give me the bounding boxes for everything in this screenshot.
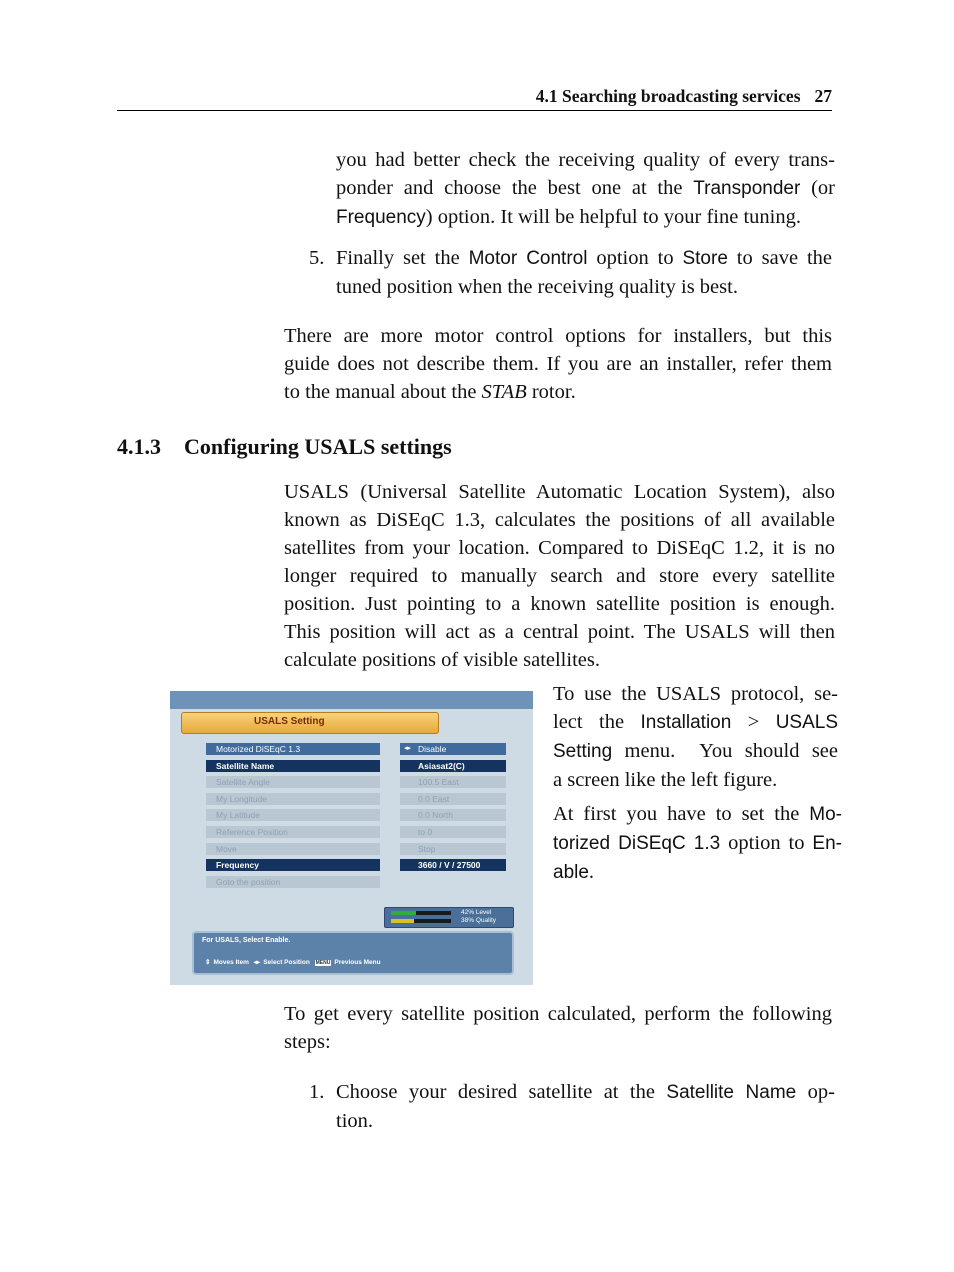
left-right-arrow-icon: ◂▸ — [404, 745, 412, 752]
paragraph-usals-intro — [284, 478, 835, 674]
help-previous: Previous Menu — [334, 959, 381, 966]
text-run: rotor. — [526, 381, 576, 403]
level-label: 42% Level — [461, 909, 492, 916]
menu-item-value — [400, 776, 506, 788]
text-run: op- — [796, 1081, 835, 1103]
text-line — [284, 646, 835, 674]
paragraph-enable — [553, 800, 842, 887]
text-run: ponder and choose the best one at the — [336, 177, 694, 199]
text-line — [284, 534, 835, 562]
text-line — [336, 1078, 835, 1107]
paragraph-usals-protocol — [553, 680, 838, 794]
text-line — [284, 350, 832, 378]
up-down-arrow-icon: ⇕ — [205, 959, 211, 966]
menu-item-value — [400, 843, 506, 855]
text-run: There are more motor control options for installers, but this — [284, 325, 832, 347]
text-run: Choose your desired satellite at the — [336, 1081, 667, 1103]
text-run: you had better check the receiving quality of every trans- — [336, 149, 835, 171]
text-line — [553, 680, 838, 708]
text-run: tion. — [336, 1110, 374, 1132]
text-run: steps: — [284, 1031, 331, 1053]
paragraph-transponder — [336, 146, 835, 232]
menu-value-text: Stop — [418, 843, 436, 854]
help-box — [192, 931, 514, 975]
help-moves: Moves Item — [213, 959, 249, 966]
menu-item-value — [400, 760, 506, 772]
running-head — [117, 84, 832, 111]
text-line — [284, 1000, 832, 1028]
menu-item-label: Satellite Name — [206, 760, 380, 772]
menu-item-label: Reference Position — [206, 826, 380, 838]
text-line — [284, 562, 835, 590]
paragraph-steps-intro — [284, 1000, 832, 1056]
text-line — [284, 322, 832, 350]
text-line — [284, 1028, 832, 1056]
ui-term: Mo- — [809, 804, 842, 825]
text-line — [336, 244, 832, 273]
text-line — [336, 146, 835, 174]
menu-item-label: My Longitude — [206, 793, 380, 805]
menu-value-text: Asiasat2(C) — [418, 760, 465, 771]
level-bar — [391, 911, 416, 915]
help-message: For USALS, Select Enable. — [202, 937, 291, 944]
text-run: This position will act as a central point. The USALS will then — [284, 621, 835, 643]
step-1-number: 1. — [309, 1081, 325, 1103]
text-run: Finally set the — [336, 247, 469, 269]
ui-term: Transponder — [693, 178, 801, 199]
menu-value-text: 100.5 East — [418, 777, 459, 788]
text-run: menu. You should see — [612, 740, 838, 762]
ui-term: Installation — [640, 712, 732, 733]
section-reference: 4.1 Searching broadcasting services — [535, 86, 801, 106]
text-line — [284, 590, 835, 618]
menu-item-label: Motorized DiSEqC 1.3 — [206, 743, 380, 755]
ui-term: Store — [682, 248, 728, 269]
menu-value-text: 0.0 East — [418, 793, 450, 804]
text-run: to save the — [727, 247, 832, 269]
menu-item-label: My Latitude — [206, 809, 380, 821]
text-line — [284, 378, 832, 406]
screen-titlebar — [181, 712, 439, 734]
text-line — [336, 273, 832, 301]
quality-label: 38% Quality — [461, 917, 497, 924]
text-line — [553, 858, 842, 887]
menu-item-value — [400, 809, 506, 821]
signal-meter — [384, 907, 514, 928]
text-run: At first you have to set the — [553, 803, 810, 825]
step-5-text — [336, 244, 832, 301]
emphasis: STAB — [481, 381, 527, 403]
menu-item-value — [400, 859, 506, 871]
help-keys — [202, 958, 381, 966]
text-line — [336, 174, 835, 203]
menu-item-label: Move — [206, 843, 380, 855]
text-line — [284, 618, 835, 646]
usals-setting-screenshot — [170, 691, 533, 985]
text-line — [336, 203, 835, 232]
text-run: calculate positions of visible satellites. — [284, 649, 600, 671]
section-title: Configuring USALS settings — [184, 434, 452, 459]
text-line — [553, 829, 842, 858]
menu-key-icon: MENU — [315, 960, 331, 966]
quality-bar — [391, 919, 414, 923]
ui-term: Frequency — [336, 207, 426, 228]
text-run: satellites from your location. Compared to DiSEqC 1.2, it is no — [284, 537, 835, 559]
text-line — [284, 478, 835, 506]
menu-item-value — [400, 793, 506, 805]
menu-value-text: Disable — [418, 744, 447, 754]
menu-value-text: 3660 / V / 27500 — [418, 860, 481, 871]
ui-term: Motor Control — [468, 248, 588, 269]
text-run: tuned position when the receiving quality is best. — [336, 276, 738, 298]
help-select: Select Position — [263, 959, 310, 966]
text-line — [553, 737, 838, 766]
text-line — [553, 708, 838, 737]
text-line — [284, 506, 835, 534]
text-line — [553, 766, 838, 794]
menu-item-label: Frequency — [206, 859, 380, 871]
ui-term: Satellite Name — [666, 1082, 797, 1103]
menu-item-value — [400, 743, 506, 755]
text-run: position. Just pointing to a known satellite position is enough. — [284, 593, 835, 615]
text-run: guide does not describe them. If you are an installer, refer them — [284, 353, 832, 375]
menu-value-text: 0.0 North — [418, 810, 453, 821]
text-run: To get every satellite position calculated, perform the following — [284, 1003, 832, 1025]
page-number: 27 — [814, 86, 832, 106]
text-line — [336, 1107, 835, 1135]
text-run: a screen like the left figure. — [553, 769, 778, 791]
text-run: USALS (Universal Satellite Automatic Location System), also — [284, 481, 835, 503]
step-number: 5. — [309, 247, 325, 269]
text-run: option to — [587, 247, 683, 269]
left-right-arrow-icon: ◂▸ — [253, 959, 261, 966]
paragraph-installers — [284, 322, 832, 406]
text-run: known as DiSEqC 1.3, calculates the positions of all available — [284, 509, 835, 531]
text-run: . — [588, 861, 595, 883]
text-run: longer required to manually search and store every satellite — [284, 565, 835, 587]
ui-term: Setting — [553, 741, 613, 762]
text-run: to the manual about the — [284, 381, 482, 403]
text-run: ) option. It will be helpful to your fine tuning. — [425, 206, 801, 228]
ui-term: USALS — [775, 712, 839, 733]
text-run: (or — [800, 177, 835, 199]
section-number: 4.1.3 — [117, 434, 161, 459]
ui-term: torized DiSEqC 1.3 — [553, 833, 721, 854]
text-line — [553, 800, 842, 829]
step-1-text — [336, 1078, 835, 1135]
menu-value-text: to 0 — [418, 827, 433, 837]
menu-item-label: Satellite Angle — [206, 776, 380, 788]
text-run: lect the — [553, 711, 641, 733]
menu-item-label: Goto the position — [206, 876, 380, 888]
ui-term: En- — [812, 833, 842, 854]
section-heading — [117, 434, 452, 460]
text-run: > — [731, 711, 776, 733]
text-run: option to — [720, 832, 813, 854]
menu-item-value — [400, 826, 506, 838]
ui-term: able — [553, 862, 589, 883]
screen-title: USALS Setting — [254, 716, 325, 727]
text-run: To use the USALS protocol, se- — [553, 683, 838, 705]
